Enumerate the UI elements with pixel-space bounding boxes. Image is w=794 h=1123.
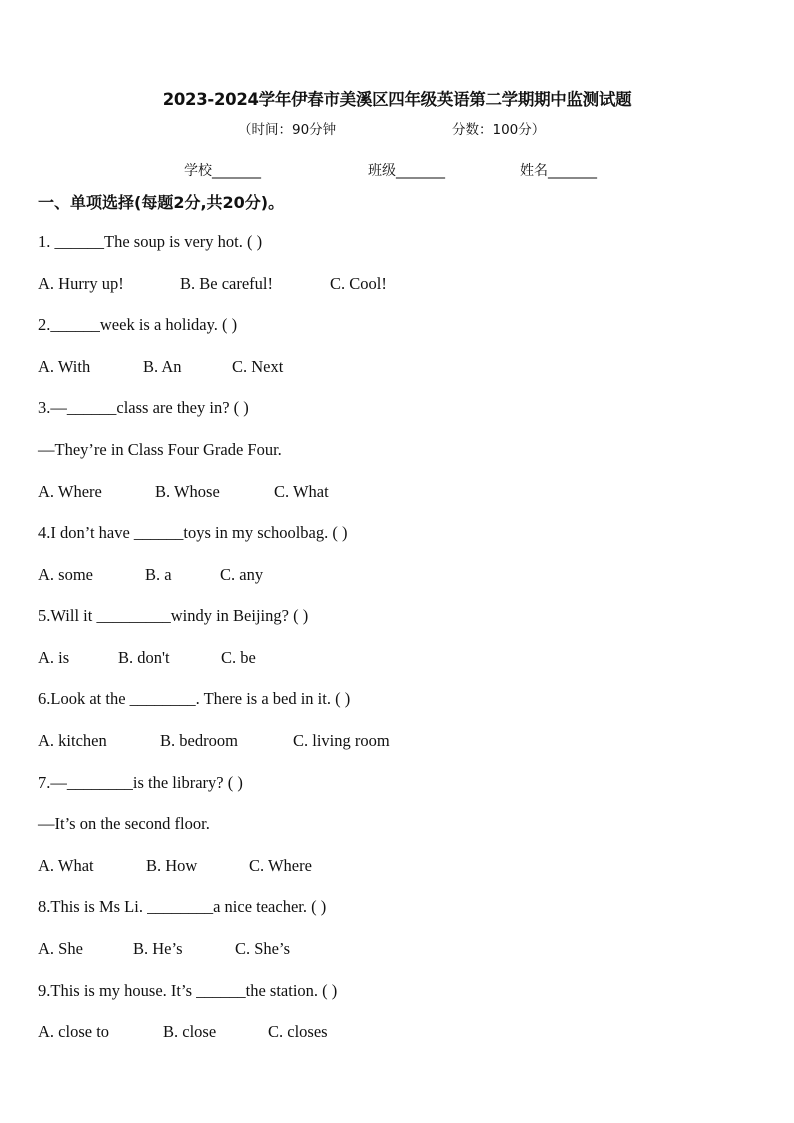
q8-option-c: C. She’s xyxy=(235,939,291,958)
q1-option-b: B. Be careful! xyxy=(180,274,273,293)
name-field: 姓名_______ xyxy=(520,163,597,179)
exam-time: （时间：90分钟 xyxy=(238,122,337,138)
q8-option-b: B. He’s xyxy=(133,939,183,958)
q4-option-a: A. some xyxy=(38,565,93,584)
q4-option-c: C. any xyxy=(220,565,264,584)
question-3-answer-line: —They’re in Class Four Grade Four. xyxy=(38,440,282,459)
q3-option-a: A. Where xyxy=(38,482,102,501)
q7-option-c: C. Where xyxy=(249,856,312,875)
question-9: 9.This is my house. It’s ______the station. ( ) xyxy=(38,981,338,1000)
class-field: 班级_______ xyxy=(368,163,445,179)
q1-option-a: A. Hurry up! xyxy=(38,274,124,293)
q5-option-b: B. don't xyxy=(118,648,170,667)
section-heading: 一、单项选择(每题2分,共20分)。 xyxy=(38,193,285,212)
q1-option-c: C. Cool! xyxy=(330,274,387,293)
q7-option-b: B. How xyxy=(146,856,198,875)
q3-option-c: C. What xyxy=(274,482,329,501)
q9-option-c: C. closes xyxy=(268,1022,328,1041)
question-3: 3.—______class are they in? ( ) xyxy=(38,398,249,417)
exam-score: 分数：100分） xyxy=(452,122,546,138)
question-5: 5.Will it _________windy in Beijing? ( ) xyxy=(38,606,309,625)
page-title: 2023-2024学年伊春市美溪区四年级英语第二学期期中监测试题 xyxy=(162,90,632,109)
q2-option-a: A. With xyxy=(38,357,91,376)
q7-option-a: A. What xyxy=(38,856,94,875)
question-8: 8.This is Ms Li. ________a nice teacher. ( ) xyxy=(38,897,327,916)
q2-option-c: C. Next xyxy=(232,357,284,376)
question-6: 6.Look at the ________. There is a bed in it. ( ) xyxy=(38,689,351,708)
school-field: 学校_______ xyxy=(184,163,261,179)
q6-option-b: B. bedroom xyxy=(160,731,238,750)
q5-option-c: C. be xyxy=(221,648,256,667)
q3-option-b: B. Whose xyxy=(155,482,220,501)
question-2: 2.______week is a holiday. ( ) xyxy=(38,315,238,334)
q2-option-b: B. An xyxy=(143,357,182,376)
q6-option-c: C. living room xyxy=(293,731,390,750)
q9-option-a: A. close to xyxy=(38,1022,110,1041)
q6-option-a: A. kitchen xyxy=(38,731,107,750)
question-7: 7.—________is the library? ( ) xyxy=(38,773,243,792)
question-4: 4.I don’t have ______toys in my schoolbag. ( ) xyxy=(38,523,348,542)
q5-option-a: A. is xyxy=(38,648,70,667)
q9-option-b: B. close xyxy=(163,1022,217,1041)
question-7-answer-line: —It’s on the second floor. xyxy=(38,814,210,833)
question-1: 1. ______The soup is very hot. ( ) xyxy=(38,232,263,251)
q4-option-b: B. a xyxy=(145,565,172,584)
q8-option-a: A. She xyxy=(38,939,83,958)
